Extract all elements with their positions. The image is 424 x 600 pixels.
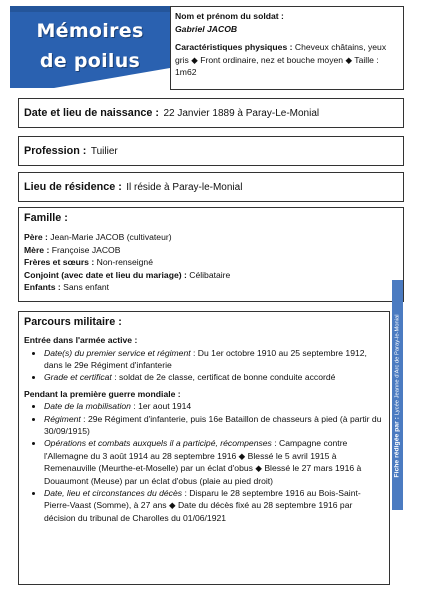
list-item — [44, 347, 384, 372]
item-label: Date, lieu et circonstances du décès — [44, 488, 183, 499]
item-value: : 29e Régiment d'infanterie, puis 16e Bataillon de chasseurs à pied (à partir du 30/09/1915) — [44, 413, 382, 437]
item-value: : Campagne contre l'Allemagne du 3 août 1914 au 28 septembre 1916 ◆ Blessé le 5 avril 1915 à Remenauville (Meurthe-et-Moselle) par un éclat d'obus ◆ Blessé le 27 mars 1916 à Douaumont (Meuse) par un éclat d'obus (plaie au pied droit) — [44, 438, 362, 486]
wwi-list — [24, 400, 384, 524]
siblings-label: Frères et sœurs : — [24, 257, 95, 267]
list-item — [44, 413, 384, 438]
item-value: : 1er aout 1914 — [130, 401, 192, 412]
logo — [10, 6, 170, 88]
author-school: Lycée Jeanne d'Arc de Paray-le-Monial — [394, 314, 401, 416]
military-title: Parcours militaire : — [24, 316, 122, 328]
active-army-list — [24, 347, 384, 384]
logo-line-2: de poilus — [39, 50, 141, 72]
family-row-children — [24, 281, 398, 294]
list-item — [44, 437, 384, 487]
mother-label: Mère : — [24, 244, 50, 255]
physical-label: Caractéristiques physiques : — [175, 42, 293, 52]
profession-box — [18, 136, 404, 166]
item-value: : Du 1er octobre 1910 au 25 septembre 1912, dans le 29e Régiment d'infanterie — [44, 347, 367, 370]
author-text — [394, 281, 401, 511]
children-value: Sans enfant — [63, 282, 110, 292]
item-label: Opérations et combats auxquels il a participé, récompenses — [44, 438, 272, 449]
list-item — [44, 400, 384, 412]
profession-value: Tuilier — [90, 146, 118, 157]
item-label: Date(s) du premier service et régiment — [44, 347, 191, 358]
list-item — [44, 371, 384, 383]
family-row-spouse — [24, 269, 398, 282]
active-army-subtitle: Entrée dans l'armée active : — [24, 335, 138, 345]
item-label: Date de la mobilisation — [44, 401, 131, 412]
family-row-siblings — [24, 256, 398, 269]
item-value: : Disparu le 28 septembre 1916 au Bois-Saint-Pierre-Vaast (Somme), à 27 ans ◆ Date du décès fixé au 28 septembre 1916 par décision du tribunal de Charolles du 01/06/1921 — [44, 488, 361, 523]
children-label: Enfants : — [24, 282, 61, 292]
mother-value: Françoise JACOB — [51, 244, 121, 255]
soldier-box — [170, 6, 404, 90]
spouse-label: Conjoint (avec date et lieu du mariage) : — [24, 269, 187, 280]
wwi-subtitle: Pendant la première guerre mondiale : — [24, 388, 181, 399]
physical-block — [175, 41, 399, 79]
father-label: Père : — [24, 232, 48, 242]
item-value: : soldat de 2e classe, certificat de bonne conduite accordé — [111, 372, 336, 383]
name-value: Gabriel JACOB — [175, 23, 238, 34]
family-row-mother — [24, 244, 398, 257]
name-label: Nom et prénom du soldat : — [175, 11, 284, 21]
family-title: Famille : — [24, 212, 68, 224]
logo-line-1: Mémoires — [36, 20, 144, 42]
residence-value: Il réside à Paray-le-Monial — [126, 182, 243, 193]
military-box — [18, 311, 390, 585]
physical-value: Cheveux châtains, yeux gris ◆ Front ordinaire, nez et bouche moyen ◆ Taille : 1m62 — [175, 42, 387, 77]
logo-banner — [10, 6, 170, 88]
family-box — [18, 207, 404, 302]
list-item — [44, 487, 384, 524]
birth-box — [18, 98, 404, 128]
spouse-value: Célibataire — [189, 269, 231, 280]
author-main: Fiche rédigée par : — [393, 417, 401, 478]
residence-label: Lieu de résidence : — [24, 181, 122, 193]
item-label: Grade et certificat — [44, 372, 112, 383]
siblings-value: Non-renseigné — [96, 257, 153, 267]
family-row-father — [24, 231, 398, 244]
residence-box — [18, 172, 404, 202]
profession-label: Profession : — [24, 145, 87, 157]
birth-value: 22 Janvier 1889 à Paray-Le-Monial — [163, 108, 320, 119]
item-label: Régiment — [44, 413, 81, 424]
father-value: Jean-Marie JACOB (cultivateur) — [50, 232, 172, 242]
birth-label: Date et lieu de naissance : — [24, 107, 160, 119]
